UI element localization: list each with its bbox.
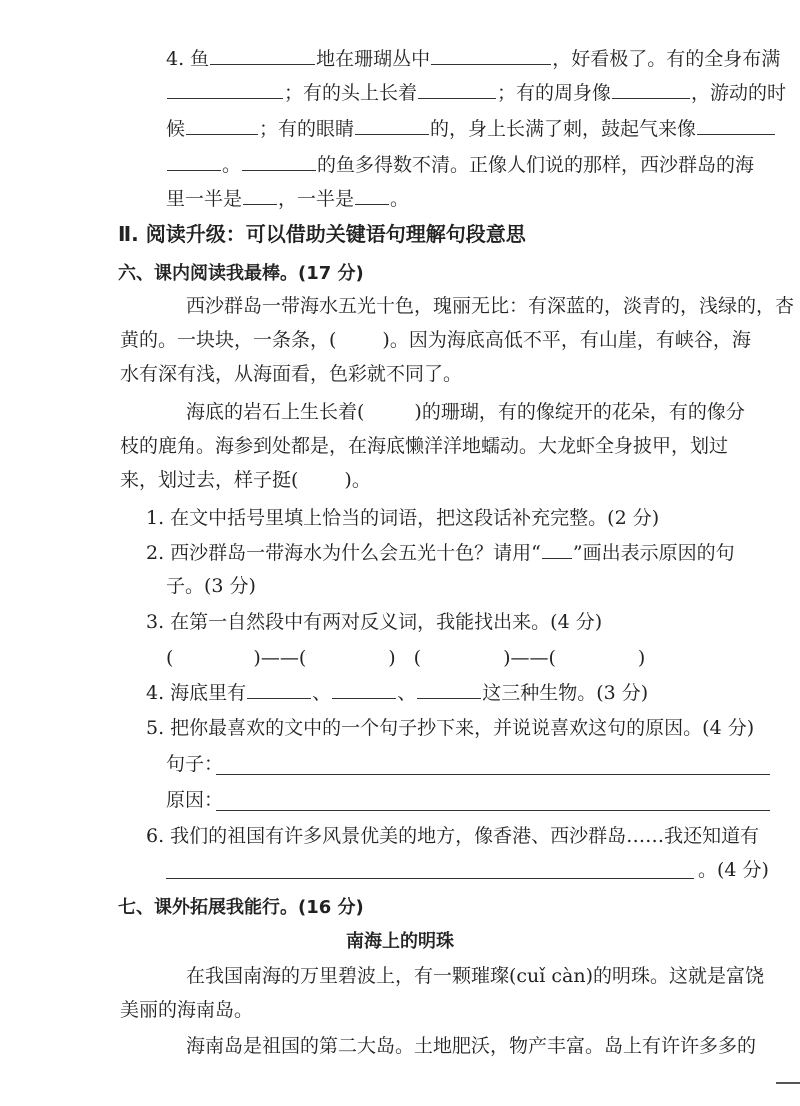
passage-2-line-2: 枝的鹿角。海参到处都是，在海底懒洋洋地蠕动。大龙虾全身披甲，划过 <box>120 435 729 457</box>
fill-blank[interactable] <box>186 114 258 135</box>
passage-1-line-1: 西沙群岛一带海水五光十色，瑰丽无比：有深蓝的，淡青的，浅绿的，杏 <box>186 295 795 317</box>
article-p1-line-2: 美丽的海南岛。 <box>120 999 254 1021</box>
q4-line-1 <box>166 44 780 73</box>
question-6: 6. 我们的祖国有许多风景优美的地方，像香港、西沙群岛……我还知道有 <box>146 825 760 847</box>
article-title: 南海上的明珠 <box>346 931 454 952</box>
text: 、 <box>312 682 332 704</box>
q4-line-3 <box>166 114 776 143</box>
question-2-line-1 <box>146 538 735 567</box>
fill-blank[interactable] <box>242 150 316 171</box>
text: )。 <box>344 469 371 491</box>
fill-blank[interactable] <box>210 44 315 65</box>
question-4 <box>146 678 648 707</box>
text: 的，身上长满了刺，鼓起气来像 <box>430 118 697 140</box>
fill-blank[interactable] <box>167 78 283 99</box>
article-p1-line-1: 在我国南海的万里碧波上，有一颗璀璨(cuǐ càn)的明珠。这就是富饶 <box>186 965 765 987</box>
fill-blank[interactable] <box>355 184 389 205</box>
part-6-title: 六、课内阅读我最棒。(17 分) <box>118 263 364 284</box>
question-1: 1. 在文中括号里填上恰当的词语，把这段话补充完整。(2 分) <box>146 507 660 529</box>
text: ”画出表示原因的句 <box>572 542 735 564</box>
text: )——( <box>253 647 307 669</box>
text: 、 <box>397 682 417 704</box>
text: ；有的头上长着 <box>284 82 418 104</box>
text: ( <box>413 647 422 669</box>
text: 这三种生物。(3 分) <box>482 682 649 704</box>
text: 的鱼多得数不清。正像人们说的那样，西沙群岛的海 <box>317 154 755 176</box>
question-3-answers <box>166 644 645 672</box>
q4-line-2 <box>166 78 786 107</box>
text: ，游动的时 <box>691 82 787 104</box>
sentence-answer-line[interactable] <box>216 773 770 775</box>
fill-blank[interactable] <box>612 78 690 99</box>
text: 候 <box>166 118 186 140</box>
text: 黄的。一块块，一条条，( <box>120 329 337 351</box>
text: ) <box>388 647 396 669</box>
text: 4. 鱼 <box>166 48 210 70</box>
text: 2. 西沙群岛一带海水为什么会五光十色？请用“ <box>146 542 541 564</box>
fill-blank[interactable] <box>697 114 775 135</box>
underline-sample <box>542 538 572 559</box>
fill-blank[interactable] <box>418 78 496 99</box>
question-2-line-2: 子。(3 分) <box>166 575 256 597</box>
fill-blank[interactable] <box>431 44 551 65</box>
page-edge-mark <box>776 1082 800 1084</box>
text: 地在珊瑚丛中 <box>316 48 431 70</box>
reason-label: 原因： <box>166 789 224 811</box>
passage-1-line-2 <box>120 326 751 354</box>
fill-blank[interactable] <box>167 150 221 171</box>
passage-1-line-3: 水有深有浅，从海面看，色彩就不同了。 <box>120 363 463 385</box>
fill-blank[interactable] <box>332 678 396 699</box>
article-p2-line-1: 海南岛是祖国的第二大岛。土地肥沃，物产丰富。岛上有许许多多的 <box>186 1035 757 1057</box>
question-5: 5. 把你最喜欢的文中的一个句子抄下来，并说说喜欢这句的原因。(4 分) <box>146 717 755 739</box>
text: ；有的眼睛 <box>259 118 355 140</box>
question-6-score: 。(4 分) <box>698 859 769 881</box>
passage-2-line-1 <box>186 398 745 426</box>
text: 。 <box>390 188 410 210</box>
text: ，好看极了。有的全身布满 <box>552 48 781 70</box>
text: )的珊瑚，有的像绽开的花朵，有的像分 <box>414 401 745 423</box>
reason-answer-line[interactable] <box>216 809 770 811</box>
text: )。因为海底高低不平，有山崖，有峡谷，海 <box>382 329 751 351</box>
question-3: 3. 在第一自然段中有两对反义词，我能找出来。(4 分) <box>146 611 603 633</box>
part-7-title: 七、课外拓展我能行。(16 分) <box>118 897 364 918</box>
text: ) <box>637 647 646 669</box>
text: ( <box>166 647 174 669</box>
question-6-answer-line[interactable] <box>166 877 694 879</box>
text: 海底的岩石上生长着( <box>186 401 365 423</box>
fill-blank[interactable] <box>355 114 429 135</box>
sentence-label: 句子： <box>166 753 224 775</box>
text: 。 <box>222 154 242 176</box>
text: 来，划过去，样子挺( <box>120 469 299 491</box>
section-2-title: Ⅱ. 阅读升级：可以借助关键语句理解句段意思 <box>118 222 526 246</box>
q4-line-5 <box>166 184 409 213</box>
passage-2-line-3 <box>120 466 371 494</box>
q4-line-4 <box>166 150 754 179</box>
fill-blank[interactable] <box>247 678 311 699</box>
text: ；有的周身像 <box>497 82 612 104</box>
fill-blank[interactable] <box>417 678 481 699</box>
fill-blank[interactable] <box>243 184 277 205</box>
text: ，一半是 <box>278 188 355 210</box>
text: )——( <box>503 647 556 669</box>
text: 里一半是 <box>166 188 243 210</box>
text: 4. 海底里有 <box>146 682 247 704</box>
